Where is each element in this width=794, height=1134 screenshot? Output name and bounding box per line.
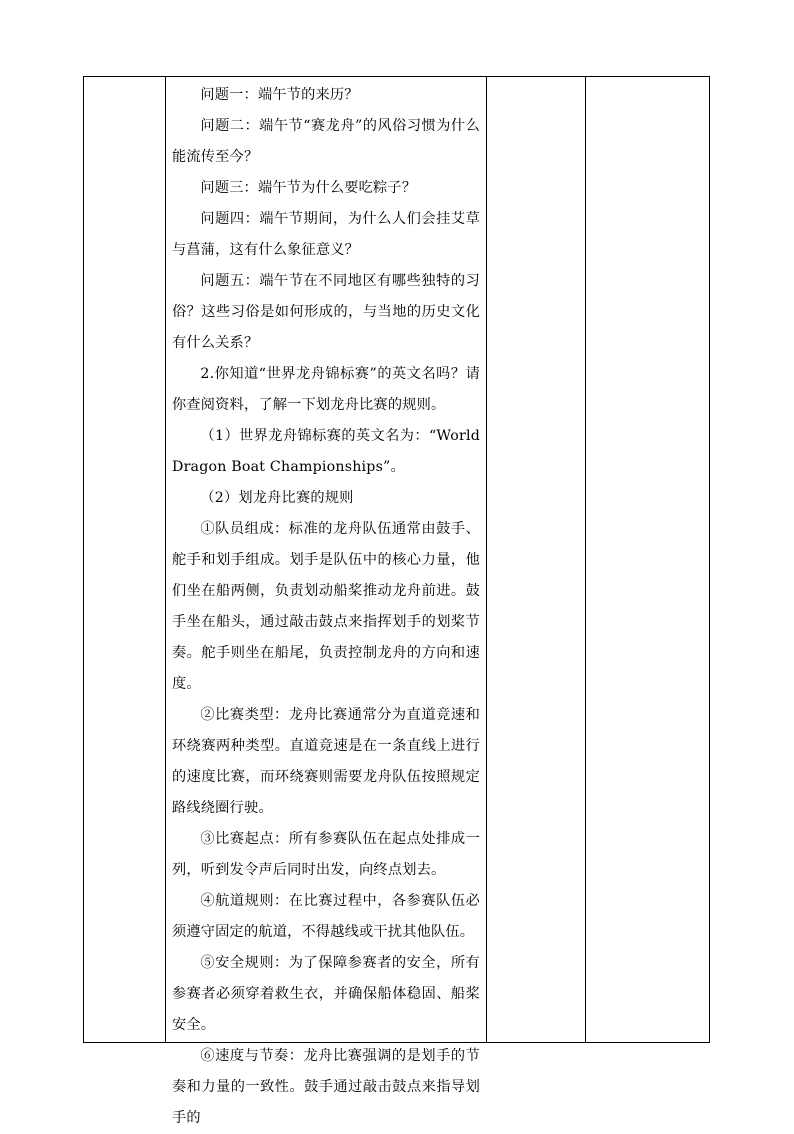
table-cell-right-empty-2	[586, 77, 709, 1042]
rule-speed-rhythm: ⑥速度与节奏：龙舟比赛强调的是划手的节奏和力量的一致性。鼓手通过敲击鼓点来指导划手的	[172, 1048, 480, 1126]
rule-lanes: ④航道规则：在比赛过程中，各参赛队伍必须遵守固定的航道，不得越线或干扰其他队伍。	[172, 893, 480, 940]
question-two: 问题二：端午节“赛龙舟”的风俗习惯为什么能流传至今？	[172, 118, 480, 165]
question-four: 问题四：端午节期间，为什么人们会挂艾草与菖蒲，这有什么象征意义？	[172, 211, 480, 258]
table-cell-right-empty-1	[487, 77, 585, 1042]
rule-race-types: ②比赛类型：龙舟比赛通常分为直道竞速和环绕赛两种类型。直道竞速是在一条直线上进行的速度比赛，而环绕赛则需要龙舟队伍按照规定路线绕圈行驶。	[172, 707, 480, 816]
rule-safety: ⑤安全规则：为了保障参赛者的安全，所有参赛者必须穿着救生衣，并确保船体稳固、船桨安全。	[172, 955, 480, 1033]
rule-team-composition: ①队员组成：标准的龙舟队伍通常由鼓手、舵手和划手组成。划手是队伍中的核心力量，他们坐在船两侧，负责划动船桨推动龙舟前进。鼓手坐在船头，通过敲击鼓点来指挥划手的划桨节奏。舵手则坐在船尾，负责控制龙舟的方向和速度。	[172, 521, 480, 692]
rules-heading: （2）划龙舟比赛的规则	[200, 490, 354, 506]
question-one: 问题一：端午节的来历？	[200, 87, 359, 103]
answer-english-name: （1）世界龙舟锦标赛的英文名为：“World Dragon Boat Championships”。	[172, 428, 480, 475]
question-five: 问题五：端午节在不同地区有哪些独特的习俗？这些习俗是如何形成的，与当地的历史文化有什么关系？	[172, 273, 480, 351]
rule-start: ③比赛起点：所有参赛队伍在起点处排成一列，听到发令声后同时出发，向终点划去。	[172, 831, 480, 878]
question-three: 问题三：端午节为什么要吃粽子？	[200, 180, 417, 196]
table-cell-main-content	[166, 80, 486, 1126]
table-cell-left-empty	[84, 77, 165, 1042]
task-two-prompt: 2.你知道“世界龙舟锦标赛”的英文名吗？请你查阅资料，了解一下划龙舟比赛的规则。	[172, 366, 480, 413]
